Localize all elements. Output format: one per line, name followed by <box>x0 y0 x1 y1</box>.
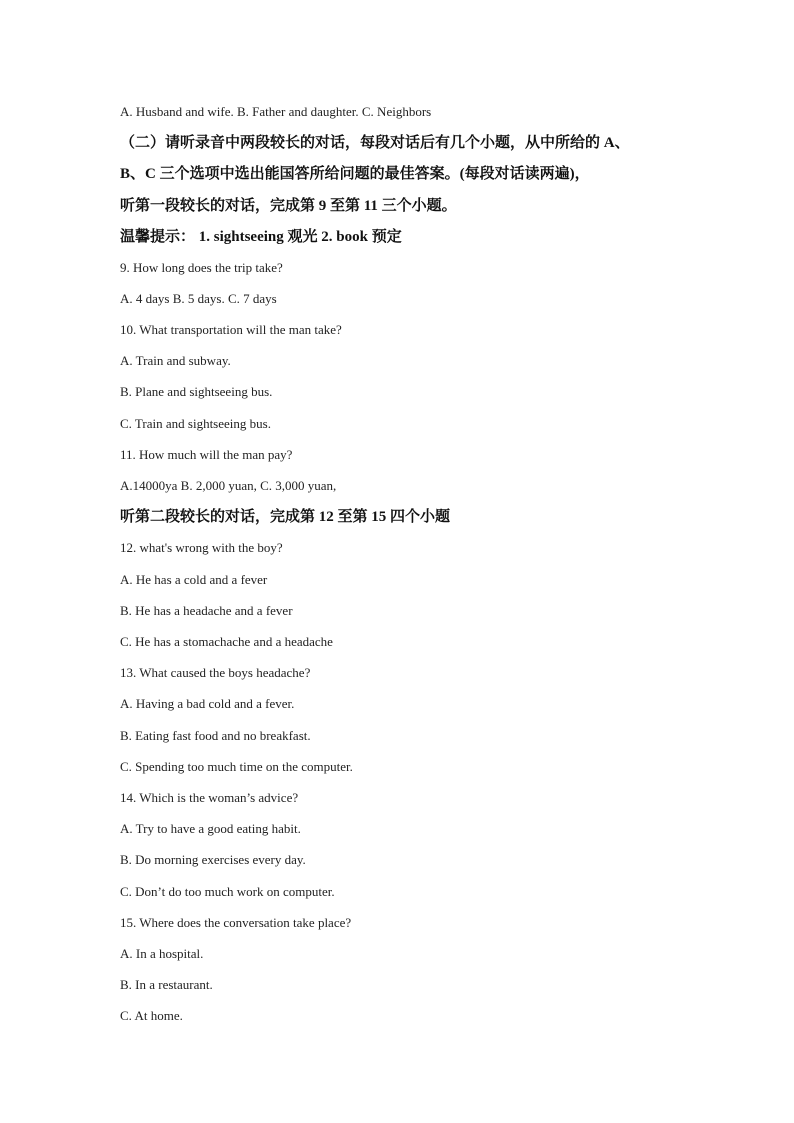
question-15: 15. Where does the conversation take place? <box>120 915 352 930</box>
section-two-instructions-line2: B、C 三个选项中选出能国答所给问题的最佳答案。(每段对话读两遍)， <box>120 166 590 182</box>
question-11: 11. How much will the man pay? <box>120 447 293 462</box>
option-15c: C. At home. <box>120 1008 183 1023</box>
option-13a: A. Having a bad cold and a fever. <box>120 696 295 711</box>
option-14c: C. Don’t do too much work on computer. <box>120 884 335 899</box>
question-10: 10. What transportation will the man take? <box>120 322 342 337</box>
answer-options-q8: A. Husband and wife. B. Father and daughter. C. Neighbors <box>120 104 432 119</box>
option-12a: A. He has a cold and a fever <box>120 572 268 587</box>
option-15b: B. In a restaurant. <box>120 977 213 992</box>
option-13b: B. Eating fast food and no breakfast. <box>120 728 311 743</box>
section-two-instructions-line1: （二）请听录音中两段较长的对话，每段对话后有几个小题，从中所给的 A、 <box>120 135 630 151</box>
option-12b: B. He has a headache and a fever <box>120 603 293 618</box>
option-12c: C. He has a stomachache and a headache <box>120 634 333 649</box>
dialogue-two-heading: 听第二段较长的对话，完成第 12 至第 15 四个小题 <box>120 509 451 525</box>
option-15a: A. In a hospital. <box>120 946 204 961</box>
answer-options-q9: A. 4 days B. 5 days. C. 7 days <box>120 291 277 306</box>
option-14a: A. Try to have a good eating habit. <box>120 821 301 836</box>
option-10c: C. Train and sightseeing bus. <box>120 416 271 431</box>
vocabulary-tip: 温馨提示： 1. sightseeing 观光 2. book 预定 <box>120 229 402 245</box>
option-13c: C. Spending too much time on the computer. <box>120 759 353 774</box>
question-13: 13. What caused the boys headache? <box>120 665 311 680</box>
question-12: 12. what's wrong with the boy? <box>120 540 283 555</box>
answer-options-q11: A.14000ya B. 2,000 yuan, C. 3,000 yuan, <box>120 478 337 493</box>
dialogue-one-heading: 听第一段较长的对话，完成第 9 至第 11 三个小题。 <box>120 198 457 214</box>
option-10a: A. Train and subway. <box>120 353 231 368</box>
question-9: 9. How long does the trip take? <box>120 260 283 275</box>
question-14: 14. Which is the woman’s advice? <box>120 790 299 805</box>
option-10b: B. Plane and sightseeing bus. <box>120 384 273 399</box>
option-14b: B. Do morning exercises every day. <box>120 852 306 867</box>
